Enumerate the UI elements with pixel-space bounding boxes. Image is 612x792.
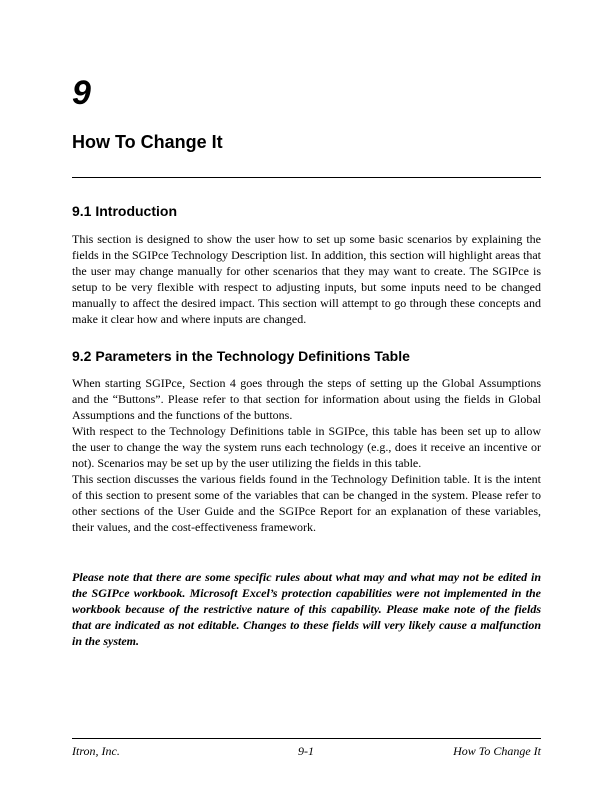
page-number: 9-1: [298, 744, 314, 758]
footer-company: Itron, Inc.: [72, 744, 120, 758]
paragraph: When starting SGIPce, Section 4 goes through the steps of setting up the Global Assumptions and the “Buttons”. Please refer to that section for information about using the fields in Global Assumptions and the functions of the buttons.: [72, 376, 541, 422]
title-divider: [72, 177, 541, 178]
chapter-title: How To Change It: [72, 132, 223, 152]
section-heading-parameters: 9.2 Parameters in the Technology Definitions Table: [72, 348, 410, 364]
footer-chapter-title: How To Change It: [453, 744, 541, 758]
paragraph: This section is designed to show the user how to set up some basic scenarios by explaining the fields in the SGIPce Technology Description list. In addition, this section will highlight areas that the user may change manually for other scenarios that they may want to create. The SGIPce is setup to be very flexible with respect to adjusting inputs, but some inputs need to be changed manually to affect the desired impact. This section will attempt to go through these concepts and make it clear how and where inputs are changed.: [72, 232, 541, 326]
paragraph: This section discusses the various fields found in the Technology Definition table. It is the intent of this section to present some of the variables that can be changed in the system. Please refer to other sections of the User Guide and the SGIPce Report for an explanation of these variables, their values, and the cost-effectiveness framework.: [72, 472, 541, 534]
warning-paragraph: Please note that there are some specific rules about what may and what may not be edited in the SGIPce workbook. Microsoft Excel’s protection capabilities were not implemented in the workbook because of the restrictive nature of this capability. Please make note of the fields that are indicated as not editable. Changes to these fields will very likely cause a malfunction in the system.: [72, 570, 541, 648]
paragraph: With respect to the Technology Definitions table in SGIPce, this table has been set up to allow the user to change the way the system runs each technology (e.g., does it receive an incentive or not). Scenarios may be set up by the user utilizing the fields in this table.: [72, 424, 541, 470]
footer-divider: [72, 738, 541, 739]
section-heading-introduction: 9.1 Introduction: [72, 203, 177, 219]
chapter-number: 9: [72, 74, 91, 112]
